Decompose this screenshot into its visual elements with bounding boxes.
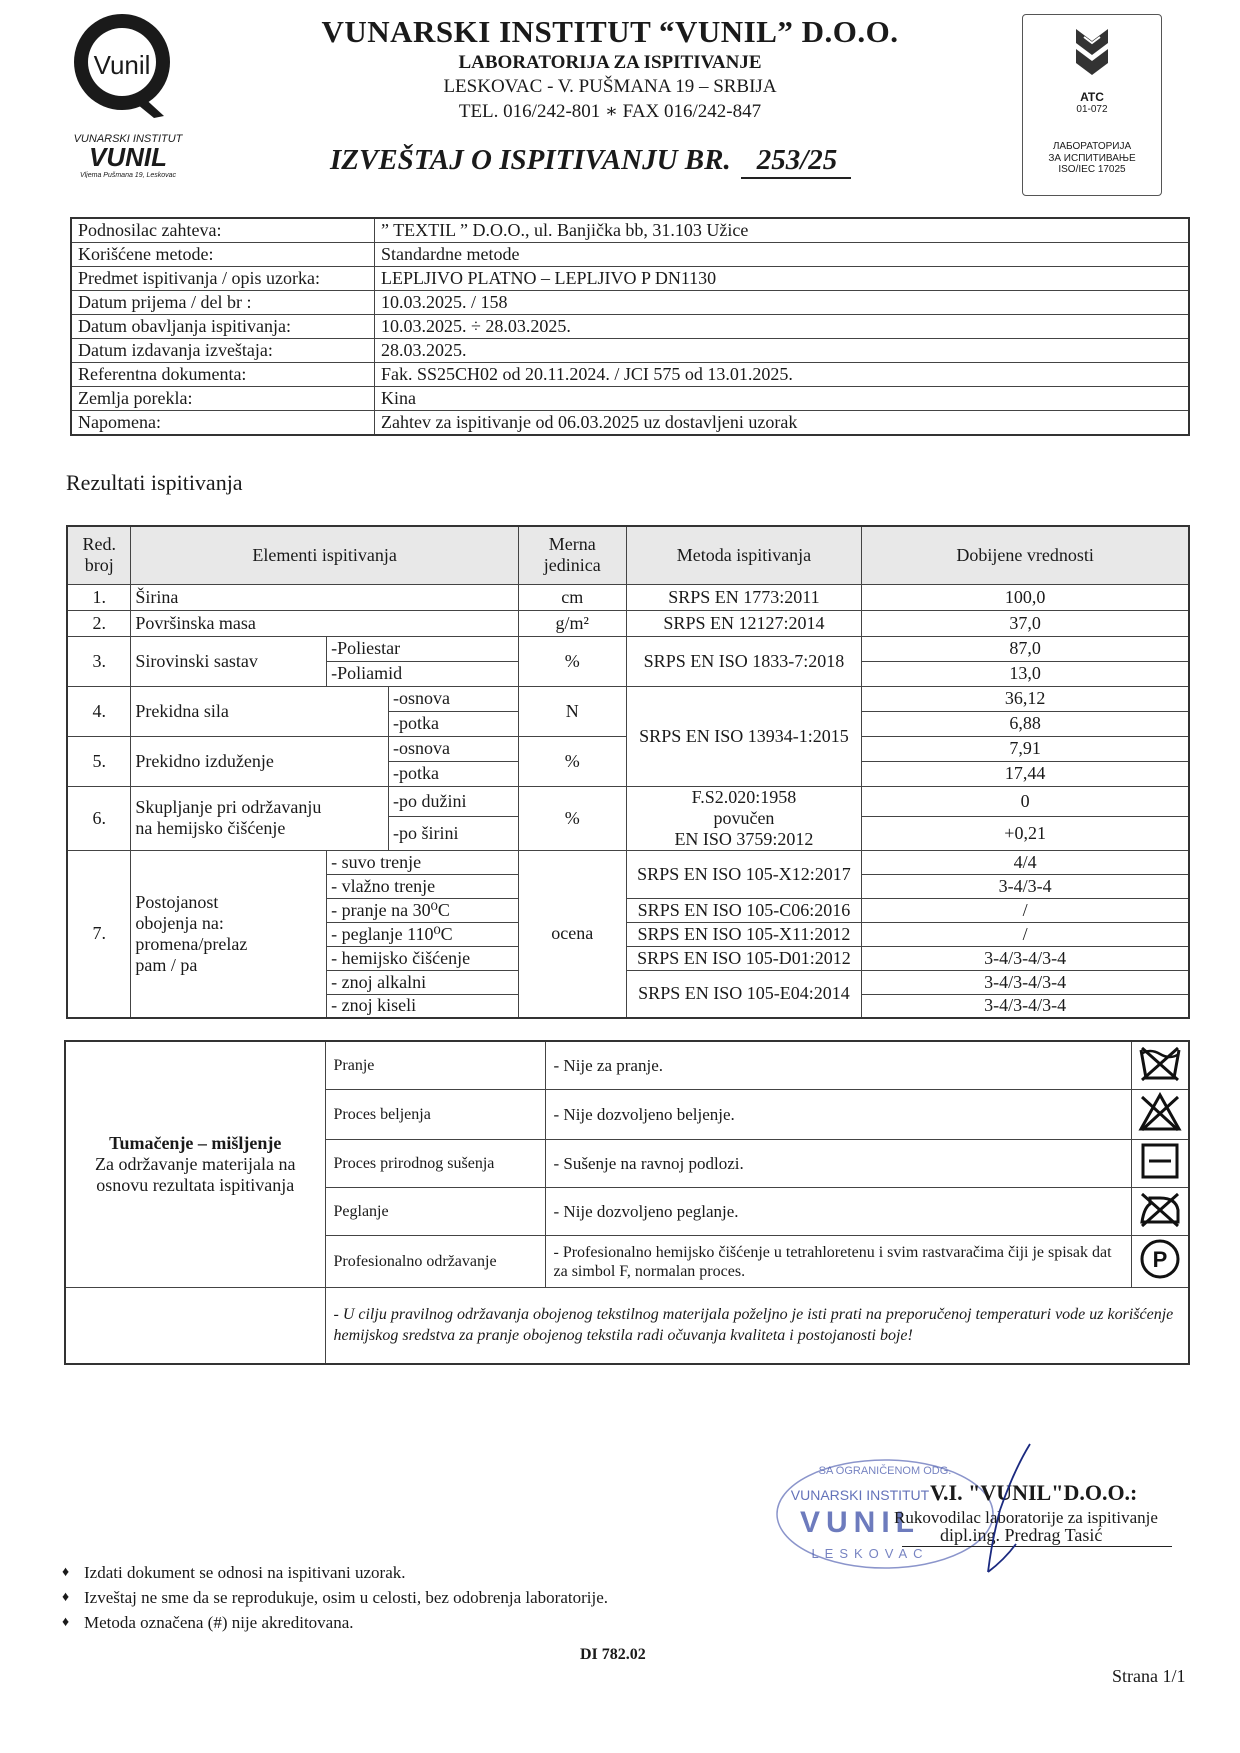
request-info-table [70, 217, 1190, 436]
value: 13,0 [862, 661, 1189, 686]
sub-element: -osnova [388, 736, 518, 761]
sub-element: -Poliestar [327, 636, 519, 661]
sub-element: - peglanje 110⁰C [327, 922, 519, 946]
sub-element: - vlažno trenje [327, 874, 519, 898]
method-line1: F.S2.020:1958 [691, 786, 797, 807]
info-value: 10.03.2025. / 158 [375, 291, 1190, 315]
element-name: Sirovinski sastav [131, 636, 327, 686]
sub-element: -po dužini [388, 786, 518, 816]
handwritten-signature [970, 1440, 1050, 1580]
document-header [260, 14, 960, 123]
value: +0,21 [862, 816, 1189, 850]
bullet-icon: ♦ [62, 1590, 70, 1605]
stamp-brand-text: VUNIL [800, 1506, 920, 1539]
value: 100,0 [862, 584, 1189, 610]
value: 3-4/3-4/3-4 [862, 946, 1189, 970]
info-label: Napomena: [71, 411, 375, 436]
element-name: Prekidno izduženje [131, 736, 389, 786]
method: SRPS EN ISO 1833-7:2018 [626, 636, 862, 686]
table-row [67, 786, 1189, 816]
method: SRPS EN ISO 13934-1:2015 [626, 686, 862, 786]
signature-name: dipl.ing. Predrag Tasić [940, 1525, 1103, 1545]
row-no: 5. [67, 736, 131, 786]
info-value: 10.03.2025. ÷ 28.03.2025. [375, 315, 1190, 339]
signature-company: V.I. "VUNIL"D.O.O.: [930, 1480, 1138, 1505]
element-name: Širina [131, 584, 518, 610]
info-row [71, 315, 1189, 339]
no-bleach-icon [1132, 1090, 1190, 1140]
atc-standard: ISO/IEC 17025 [1058, 164, 1126, 175]
care-label: Proces beljenja [325, 1090, 545, 1140]
element-name-line1: Postojanost [135, 891, 219, 912]
table-row [67, 610, 1189, 636]
care-label: Profesionalno održavanje [325, 1236, 545, 1288]
interpretation-subtitle: Za održavanje materijala na osnovu rezultata ispitivanja [95, 1154, 296, 1195]
info-row [71, 218, 1189, 243]
interpretation-table [64, 1040, 1190, 1365]
care-text: - Nije dozvoljeno peglanje. [545, 1188, 1132, 1236]
care-text: - Sušenje na ravnoj podlozi. [545, 1140, 1132, 1188]
empty-cell [65, 1288, 325, 1364]
info-row [71, 267, 1189, 291]
dry-clean-letter: P [1152, 1247, 1168, 1272]
info-row [71, 291, 1189, 315]
info-label: Datum izdavanja izveštaja: [71, 339, 375, 363]
unit: % [518, 736, 626, 786]
info-label: Zemlja porekla: [71, 387, 375, 411]
method: SRPS EN ISO 105-X12:2017 [626, 850, 862, 898]
unit: cm [518, 584, 626, 610]
info-label: Datum obavljanja ispitivanja: [71, 315, 375, 339]
sub-element: -osnova [388, 686, 518, 711]
care-text: - Nije za pranje. [545, 1041, 1132, 1090]
table-row [67, 584, 1189, 610]
atc-lab-line1: ЛАБОРАТОРИЈА [1052, 141, 1132, 152]
sub-element: - znoj kiseli [327, 994, 519, 1018]
unit: % [518, 786, 626, 850]
atc-code: 01-072 [1076, 104, 1108, 115]
report-title [330, 144, 851, 179]
bullet-icon: ♦ [62, 1615, 70, 1630]
info-row [71, 363, 1189, 387]
value: 6,88 [862, 711, 1189, 736]
info-row [71, 243, 1189, 267]
care-label: Proces prirodnog sušenja [325, 1140, 545, 1188]
method: SRPS EN 12127:2014 [626, 610, 862, 636]
method: SRPS EN 1773:2011 [626, 584, 862, 610]
method: SRPS EN ISO 105-X11:2012 [626, 922, 862, 946]
value: 3-4/3-4 [862, 874, 1189, 898]
atc-name: ATC [1080, 90, 1104, 104]
care-row-wash [65, 1041, 1189, 1090]
signature-block [790, 1465, 1180, 1561]
value: 3-4/3-4/3-4 [862, 994, 1189, 1018]
unit: g/m² [518, 610, 626, 636]
method [626, 786, 862, 850]
sub-element: - hemijsko čišćenje [327, 946, 519, 970]
signature-role: Rukovodilac laboratorije za ispitivanje [894, 1508, 1158, 1527]
sub-element: -potka [388, 711, 518, 736]
element-name-line4: pam / pa [135, 954, 198, 975]
value: 3-4/3-4/3-4 [862, 970, 1189, 994]
interpretation-note: - U cilju pravilnog održavanja obojenog tekstilnog materijala poželjno je isti prati na preporučenoj temperaturi vode uz korišćenje hemijskog sredstva za pranje obojenog tekstila radi očuvanja kvaliteta i postojanosti boje! [325, 1288, 1189, 1364]
bullet-icon: ♦ [62, 1565, 70, 1580]
footer-note-text: Metoda označena (#) nije akreditovana. [84, 1613, 354, 1632]
results-header-row [67, 526, 1189, 584]
sub-element: -po širini [388, 816, 518, 850]
col-header-method: Metoda ispitivanja [626, 526, 862, 584]
sub-element: -Poliamid [327, 661, 519, 686]
info-value: Fak. SS25CH02 od 20.11.2024. / JCI 575 od 13.01.2025. [375, 363, 1190, 387]
stamp-top-text: SA OGRANIČENOM ODG. [818, 1465, 952, 1477]
page-number: Strana 1/1 [1112, 1666, 1186, 1686]
method: SRPS EN ISO 105-C06:2016 [626, 898, 862, 922]
document-code: DI 782.02 [580, 1646, 646, 1663]
atc-lab-line2: ЗА ИСПИТИВАЊЕ [1048, 153, 1136, 164]
unit: % [518, 636, 626, 686]
element-name-line3: promena/prelaz [135, 933, 248, 954]
value: / [862, 898, 1189, 922]
value: 36,12 [862, 686, 1189, 711]
col-header-element: Elementi ispitivanja [131, 526, 518, 584]
method: SRPS EN ISO 105-D01:2012 [626, 946, 862, 970]
element-name-line2: na hemijsko čišćenje [135, 818, 286, 838]
info-label: Referentna dokumenta: [71, 363, 375, 387]
sub-element: - suvo trenje [327, 850, 519, 874]
info-value: ” TEXTIL ” D.O.O., ul. Banjička bb, 31.103 Užice [375, 218, 1190, 243]
report-title-text: IZVEŠTAJ O ISPITIVANJU BR. [330, 144, 731, 176]
sub-element: - znoj alkalni [327, 970, 519, 994]
info-row [71, 387, 1189, 411]
unit: N [518, 686, 626, 736]
care-text: - Profesionalno hemijsko čišćenje u tetrahloretenu i svim rastvaračima čiji je spisak dat za simbol F, normalan proces. [545, 1236, 1132, 1288]
stamp-city-text: LESKOVAC [811, 1546, 929, 1561]
info-label: Predmet ispitivanja / opis uzorka: [71, 267, 375, 291]
info-value: Zahtev za ispitivanje od 06.03.2025 uz dostavljeni uzorak [375, 411, 1190, 436]
dry-flat-icon [1132, 1140, 1190, 1188]
element-name-line1: Skupljanje pri održavanju [135, 797, 322, 817]
row-no: 4. [67, 686, 131, 736]
interpretation-title: Tumačenje – mišljenje [109, 1133, 282, 1153]
info-row [71, 411, 1189, 436]
col-header-unit: Merna jedinica [518, 526, 626, 584]
value: 37,0 [862, 610, 1189, 636]
row-no: 1. [67, 584, 131, 610]
laboratory-name: LABORATORIJA ZA ISPITIVANJE [458, 52, 762, 73]
info-label: Datum prijema / del br : [71, 291, 375, 315]
info-value: 28.03.2025. [375, 339, 1190, 363]
logo-address: Vljema Pušmana 19, Leskovac [79, 172, 177, 178]
value: 0 [862, 786, 1189, 816]
col-header-value: Dobijene vrednosti [862, 526, 1189, 584]
value: / [862, 922, 1189, 946]
info-row [71, 339, 1189, 363]
institute-logo [62, 8, 194, 178]
col-header-no: Red. broj [67, 526, 131, 584]
no-iron-icon [1132, 1188, 1190, 1236]
footer-note-text: Izveštaj ne sme da se reprodukuje, osim u celosti, bez odobrenja laboratorije. [84, 1588, 608, 1607]
element-name: Prekidna sila [131, 686, 389, 736]
footer-note [62, 1585, 608, 1610]
logo-brand: VUNIL [89, 142, 167, 172]
results-table [66, 525, 1190, 1019]
institute-name: VUNARSKI INSTITUT “VUNIL” D.O.O. [321, 14, 899, 49]
sub-element: - pranje na 30⁰C [327, 898, 519, 922]
element-name [131, 786, 389, 850]
footer-notes [62, 1560, 608, 1635]
info-value: LEPLJIVO PLATNO – LEPLJIVO P DN1130 [375, 267, 1190, 291]
value: 7,91 [862, 736, 1189, 761]
footer-note [62, 1560, 608, 1585]
care-label: Peglanje [325, 1188, 545, 1236]
report-number: 253/25 [741, 144, 852, 179]
accreditation-badge [1022, 14, 1162, 196]
element-name-line2: obojenja na: [135, 912, 224, 933]
no-wash-icon [1132, 1041, 1190, 1090]
info-value: Standardne metode [375, 243, 1190, 267]
info-value: Kina [375, 387, 1190, 411]
method: SRPS EN ISO 105-E04:2014 [626, 970, 862, 1018]
institute-phone: TEL. 016/242-801 ∗ FAX 016/242-847 [458, 101, 762, 122]
care-label: Pranje [325, 1041, 545, 1090]
method-line3: EN ISO 3759:2012 [674, 828, 814, 849]
value: 17,44 [862, 761, 1189, 786]
element-name: Površinska masa [131, 610, 518, 636]
sub-element: -potka [388, 761, 518, 786]
method-line2: povučen [713, 807, 775, 828]
atc-emblem-icon [1062, 23, 1122, 85]
logo-letter-text: Vunil [93, 50, 151, 80]
info-label: Podnosilac zahteva: [71, 218, 375, 243]
footer-note-text: Izdati dokument se odnosi na ispitivani uzorak. [84, 1563, 406, 1582]
interpretation-title-cell [65, 1041, 325, 1288]
value: 87,0 [862, 636, 1189, 661]
stamp-mid-text: VUNARSKI INSTITUT [790, 1487, 930, 1503]
logo-caption: VUNARSKI INSTITUT [73, 133, 183, 145]
table-row [67, 686, 1189, 711]
unit: ocena [518, 850, 626, 1018]
interpretation-note-row [65, 1288, 1189, 1364]
institute-address: LESKOVAC - V. PUŠMANA 19 – SRBIJA [443, 76, 777, 97]
table-row [67, 636, 1189, 661]
row-no: 7. [67, 850, 131, 1018]
row-no: 2. [67, 610, 131, 636]
row-no: 6. [67, 786, 131, 850]
dry-clean-p-icon [1132, 1236, 1190, 1288]
value: 4/4 [862, 850, 1189, 874]
info-label: Korišćene metode: [71, 243, 375, 267]
row-no: 3. [67, 636, 131, 686]
care-text: - Nije dozvoljeno beljenje. [545, 1090, 1132, 1140]
element-name [131, 850, 327, 1018]
table-row [67, 850, 1189, 874]
results-heading: Rezultati ispitivanja [66, 470, 243, 495]
footer-note [62, 1610, 608, 1635]
